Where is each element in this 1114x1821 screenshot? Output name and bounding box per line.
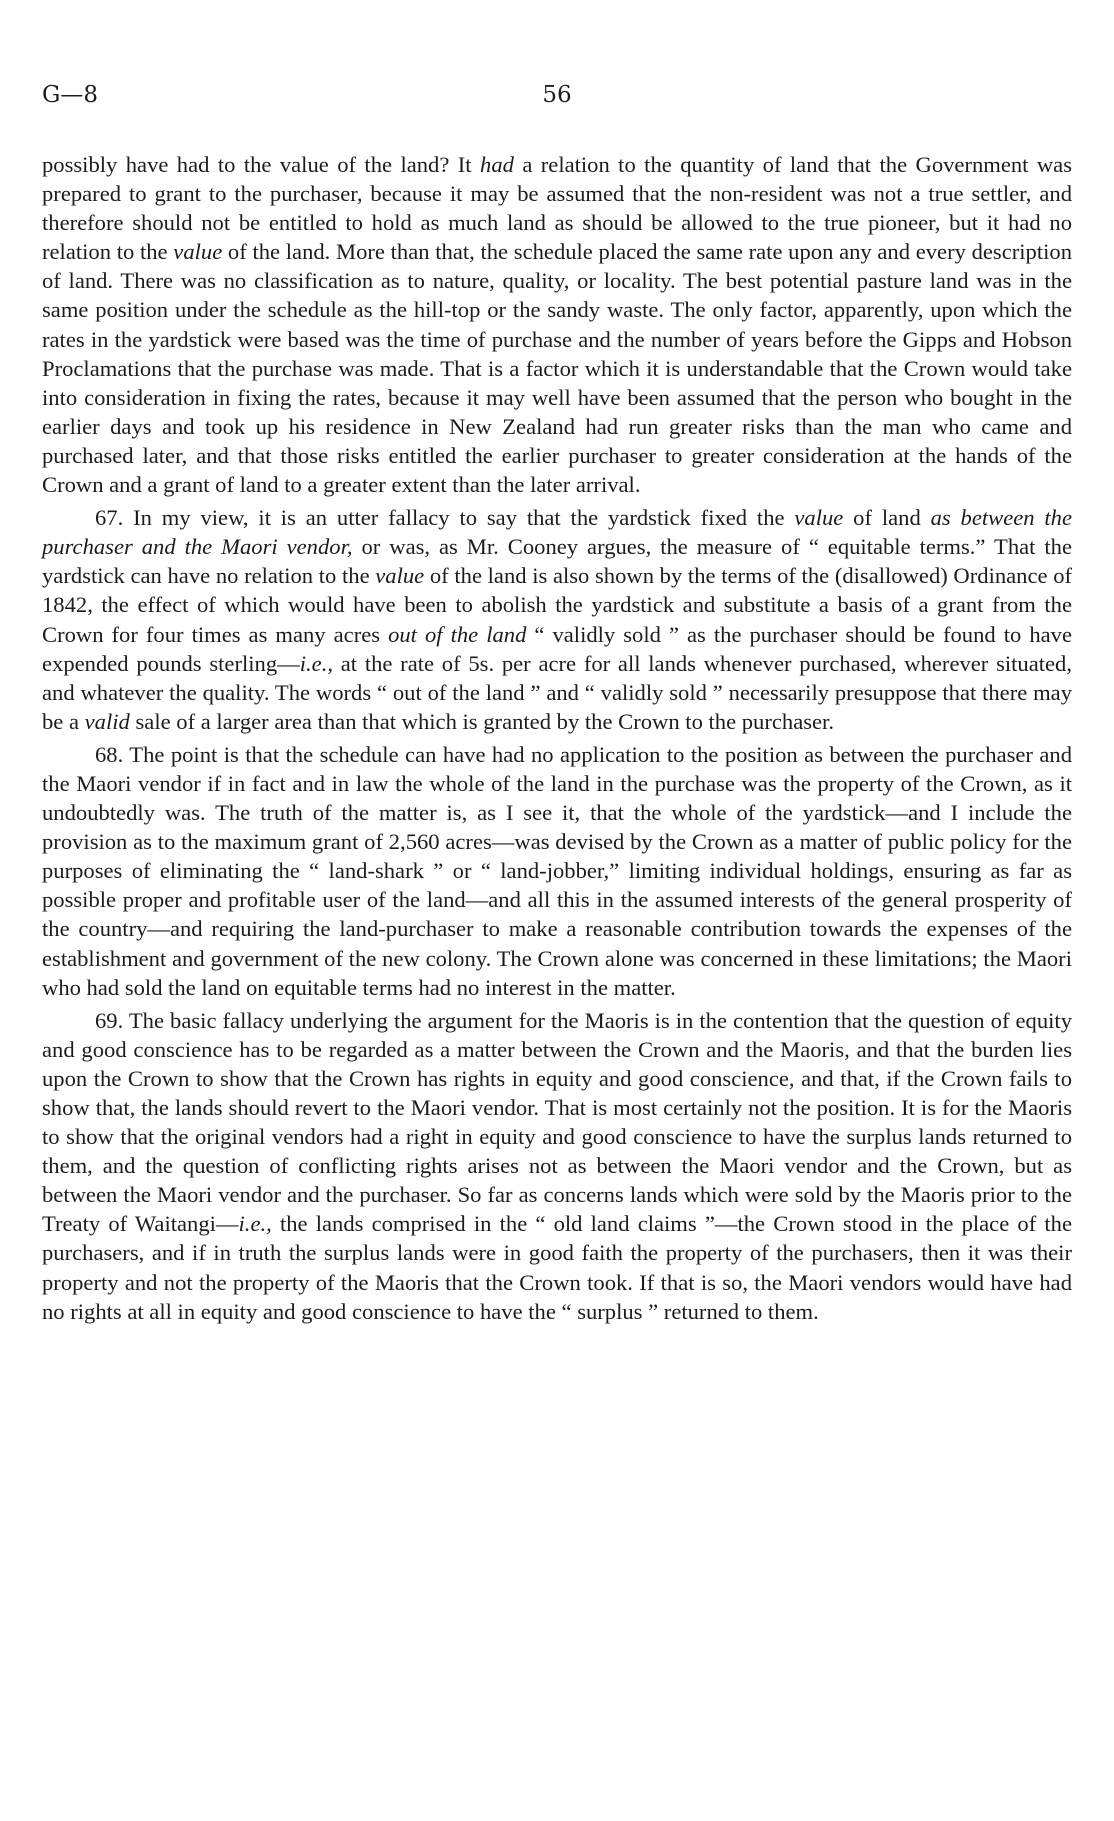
text-run-italic: valid — [84, 708, 130, 734]
text-run-italic: i.e., — [238, 1211, 272, 1237]
text-run: possibly have had to the value of the land? It — [42, 152, 481, 177]
text-run-italic: had — [480, 152, 514, 177]
text-run-italic: value — [173, 239, 223, 265]
document-reference: G—8 — [42, 82, 99, 108]
text-run-italic: value — [375, 563, 425, 589]
paragraph-68 — [42, 740, 1072, 1002]
paragraph-67 — [42, 503, 1072, 736]
text-run: “ validly sold ” as the purchaser should be found to have expended pounds sterling— — [42, 621, 1072, 676]
text-run-italic: i.e., — [299, 650, 333, 676]
text-run: sale of a larger area than that which is granted by the Crown to the purchaser. — [129, 708, 834, 734]
paragraph-continued — [42, 150, 1072, 499]
text-run: of the land is also shown by the terms of the (disallowed) Ordinance of 1842, the effect of which would have been to abolish the yardstick and substitute a basis of a grant from the Crown for four times as many acres — [42, 563, 1073, 647]
text-run-italic: value — [794, 505, 844, 531]
paragraph-69 — [42, 1006, 1072, 1326]
text-run-italic: out of the land — [388, 621, 527, 647]
text-run-italic: as between the purchaser and the Maori vendor, — [42, 505, 1073, 560]
text-run: of the land. More than that, the schedule placed the same rate upon any and every description of land. There was no classification as to nature, quality, or locality. The best potential pasture land was in the same position under the schedule as the hill-top or the sandy waste. The only factor, apparently, upon which the rates in the yardstick were based was the time of purchase and the number of years before the Gipps and Hobson Proclamations that the purchase was made. That is a factor which it is understandable that the Crown would take into consideration in fixing the rates, because it may well have been assumed that the person who bought in the earlier days and took up his residence in New Zealand had run greater risks than the man who came and purchased later, and that those risks entitled the earlier purchaser to greater consideration at the hands of the Crown and a grant of land to a greater extent than the later arrival. — [42, 239, 1072, 498]
page-body — [42, 150, 1072, 1330]
text-run: or was, as Mr. Cooney argues, the measure of “ equitable terms.” That the yardstick can have no relation to the — [42, 534, 1072, 589]
text-run: 69. The basic fallacy underlying the argument for the Maoris is in the contention that the question of equity and good conscience has to be regarded as a matter between the Crown and the Maoris, and that the burden lies upon the Crown to show that the Crown has rights in equity and good conscience, and that, if the Crown fails to show that, the lands should revert to the Maori vendor. That is most certainly not the position. It is for the Maoris to show that the original vendors had a right in equity and good conscience to have the surplus lands returned to them, and the question of conflicting rights arises not as between the Maori vendor and the Crown, but as between the Maori vendor and the purchaser. So far as concerns lands which were sold by the Maoris prior to the Treaty of Waitangi— — [42, 1007, 1072, 1237]
page-number: 56 — [542, 82, 572, 108]
page-header — [42, 78, 1072, 112]
text-run: a relation to the quantity of land that the Government was prepared to grant to the purchaser, because it may be assumed that the non-resident was not a true settler, and therefore should not be entitled to hold as much land as should be allowed to the true pioneer, but it had no relation to the — [42, 152, 1073, 265]
text-run: of land — [843, 505, 931, 531]
text-run: 68. The point is that the schedule can have had no application to the position as between the purchaser and the Maori vendor if in fact and in law the whole of the land in the purchase was the property of the Crown, as it undoubtedly was. The truth of the matter is, as I see it, that the whole of the yardstick—and I include the provision as to the maximum grant of 2,560 acres—was devised by the Crown as a matter of public policy for the purposes of eliminating the “ land-shark ” or “ land-jobber,” limiting individual holdings, ensuring as far as possible proper and profitable user of the land—and all this in the assumed interests of the general prosperity of the country—and requiring the land-purchaser to make a reasonable contribution towards the expenses of the establishment and government of the new colony. The Crown alone was concerned in these limitations; the Maori who had sold the land on equitable terms had no interest in the matter. — [42, 741, 1072, 1000]
text-run: at the rate of 5s. per acre for all lands whenever purchased, wherever situated, and whatever the quality. The words “ out of the land ” and “ validly sold ” necessarily presuppose that there may be a — [42, 650, 1073, 734]
text-run: 67. In my view, it is an utter fallacy to say that the yardstick fixed the — [95, 505, 795, 531]
text-run: the lands comprised in the “ old land claims ”—the Crown stood in the place of the purchasers, and if in truth the surplus lands were in good faith the property of the purchasers, then it was their property and not the property of the Maoris that the Crown took. If that is so, the Maori vendors would have had no rights at all in equity and good conscience to have the “ surplus ” returned to them. — [42, 1211, 1072, 1324]
